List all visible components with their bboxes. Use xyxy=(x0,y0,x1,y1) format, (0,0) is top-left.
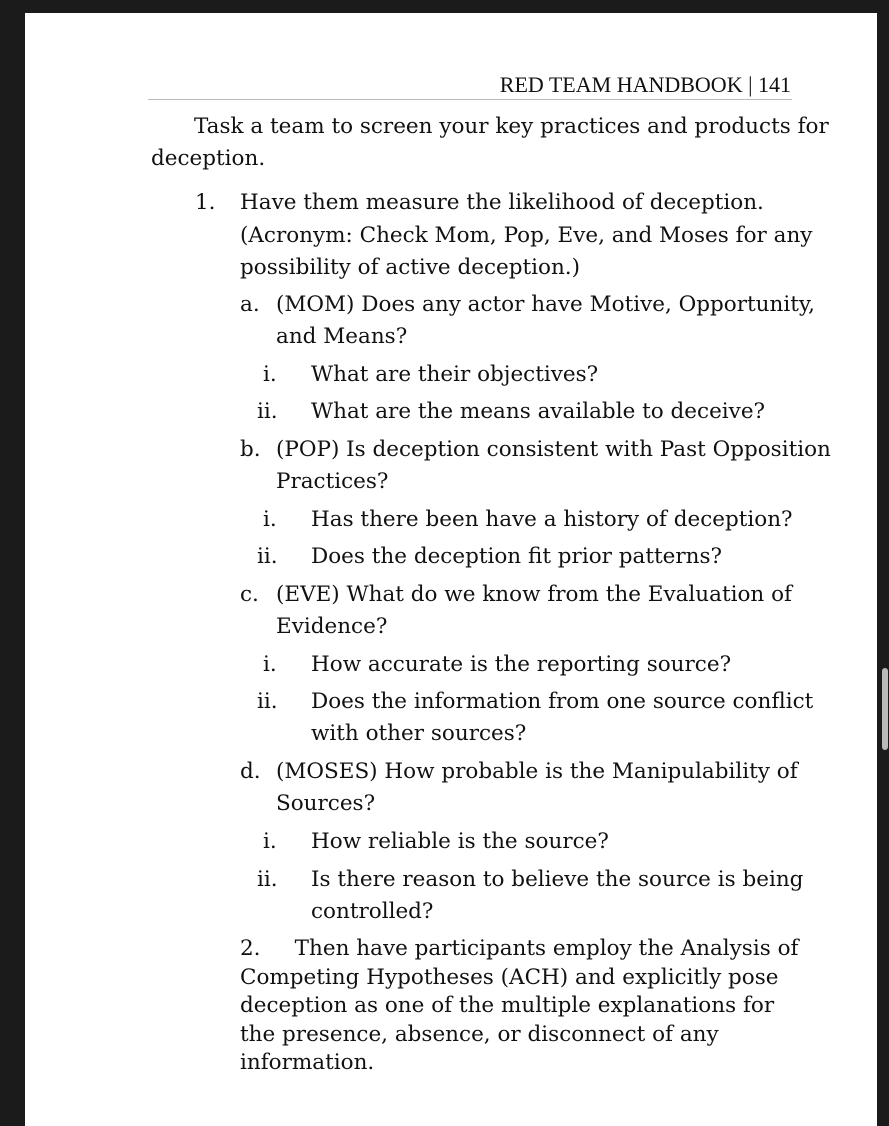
section-b-sub-ii-text: Does the deception fit prior patterns? xyxy=(311,544,723,569)
item-1-line-3: possibility of active deception.) xyxy=(240,255,581,280)
section-d-sub-i-text: How reliable is the source? xyxy=(311,829,609,854)
section-c-line-2: Evidence? xyxy=(276,614,388,639)
section-b-letter: b. xyxy=(240,437,261,462)
section-c-line-1: (EVE) What do we know from the Evaluation of xyxy=(276,582,793,607)
section-d-letter: d. xyxy=(240,759,261,784)
section-d-sub-ii-text-2: controlled? xyxy=(311,899,434,924)
section-a-sub-ii-numeral: ii. xyxy=(257,399,278,424)
section-b-sub-i-text: Has there been have a history of deception? xyxy=(311,507,793,532)
section-b-line-1: (POP) Is deception consistent with Past Opposition xyxy=(276,437,831,462)
item-1-number: 1. xyxy=(195,190,216,215)
section-c-letter: c. xyxy=(240,582,259,607)
intro-line-2: deception. xyxy=(151,146,266,171)
section-a-sub-ii-text: What are the means available to deceive? xyxy=(311,399,766,424)
section-c-sub-ii-text-2: with other sources? xyxy=(311,721,527,746)
header-rule xyxy=(148,99,792,100)
section-c-sub-ii-numeral: ii. xyxy=(257,689,278,714)
section-a-sub-i-text: What are their objectives? xyxy=(311,362,599,387)
section-a-letter: a. xyxy=(240,292,260,317)
section-c-sub-i-numeral: i. xyxy=(263,652,277,677)
section-a-line-1: (MOM) Does any actor have Motive, Opportunity, xyxy=(276,292,815,317)
intro-line-1: Task a team to screen your key practices and products for xyxy=(194,114,829,139)
section-d-line-1: (MOSES) How probable is the Manipulability of xyxy=(276,759,798,784)
running-header: RED TEAM HANDBOOK | 141 xyxy=(499,72,791,97)
item-2-paragraph: 2. Then have participants employ the Analysis of Competing Hypotheses (ACH) and explicitly pose deception as one of the multiple explanations for the presence, absence, or disconnect of any information. xyxy=(240,936,799,1076)
section-d-sub-i-numeral: i. xyxy=(263,829,277,854)
section-a-line-2: and Means? xyxy=(276,324,408,349)
item-1-line-1: Have them measure the likelihood of deception. xyxy=(240,190,764,215)
section-b-sub-ii-numeral: ii. xyxy=(257,544,278,569)
section-d-sub-ii-text-1: Is there reason to believe the source is being xyxy=(311,867,804,892)
section-b-sub-i-numeral: i. xyxy=(263,507,277,532)
section-c-sub-i-text: How accurate is the reporting source? xyxy=(311,652,732,677)
section-b-line-2: Practices? xyxy=(276,469,389,494)
section-d-sub-ii-numeral: ii. xyxy=(257,867,278,892)
section-a-sub-i-numeral: i. xyxy=(263,362,277,387)
scrollbar-thumb[interactable] xyxy=(882,668,888,750)
section-c-sub-ii-text-1: Does the information from one source conflict xyxy=(311,689,814,714)
item-1-line-2: (Acronym: Check Mom, Pop, Eve, and Moses for any xyxy=(240,223,813,248)
section-d-line-2: Sources? xyxy=(276,791,376,816)
